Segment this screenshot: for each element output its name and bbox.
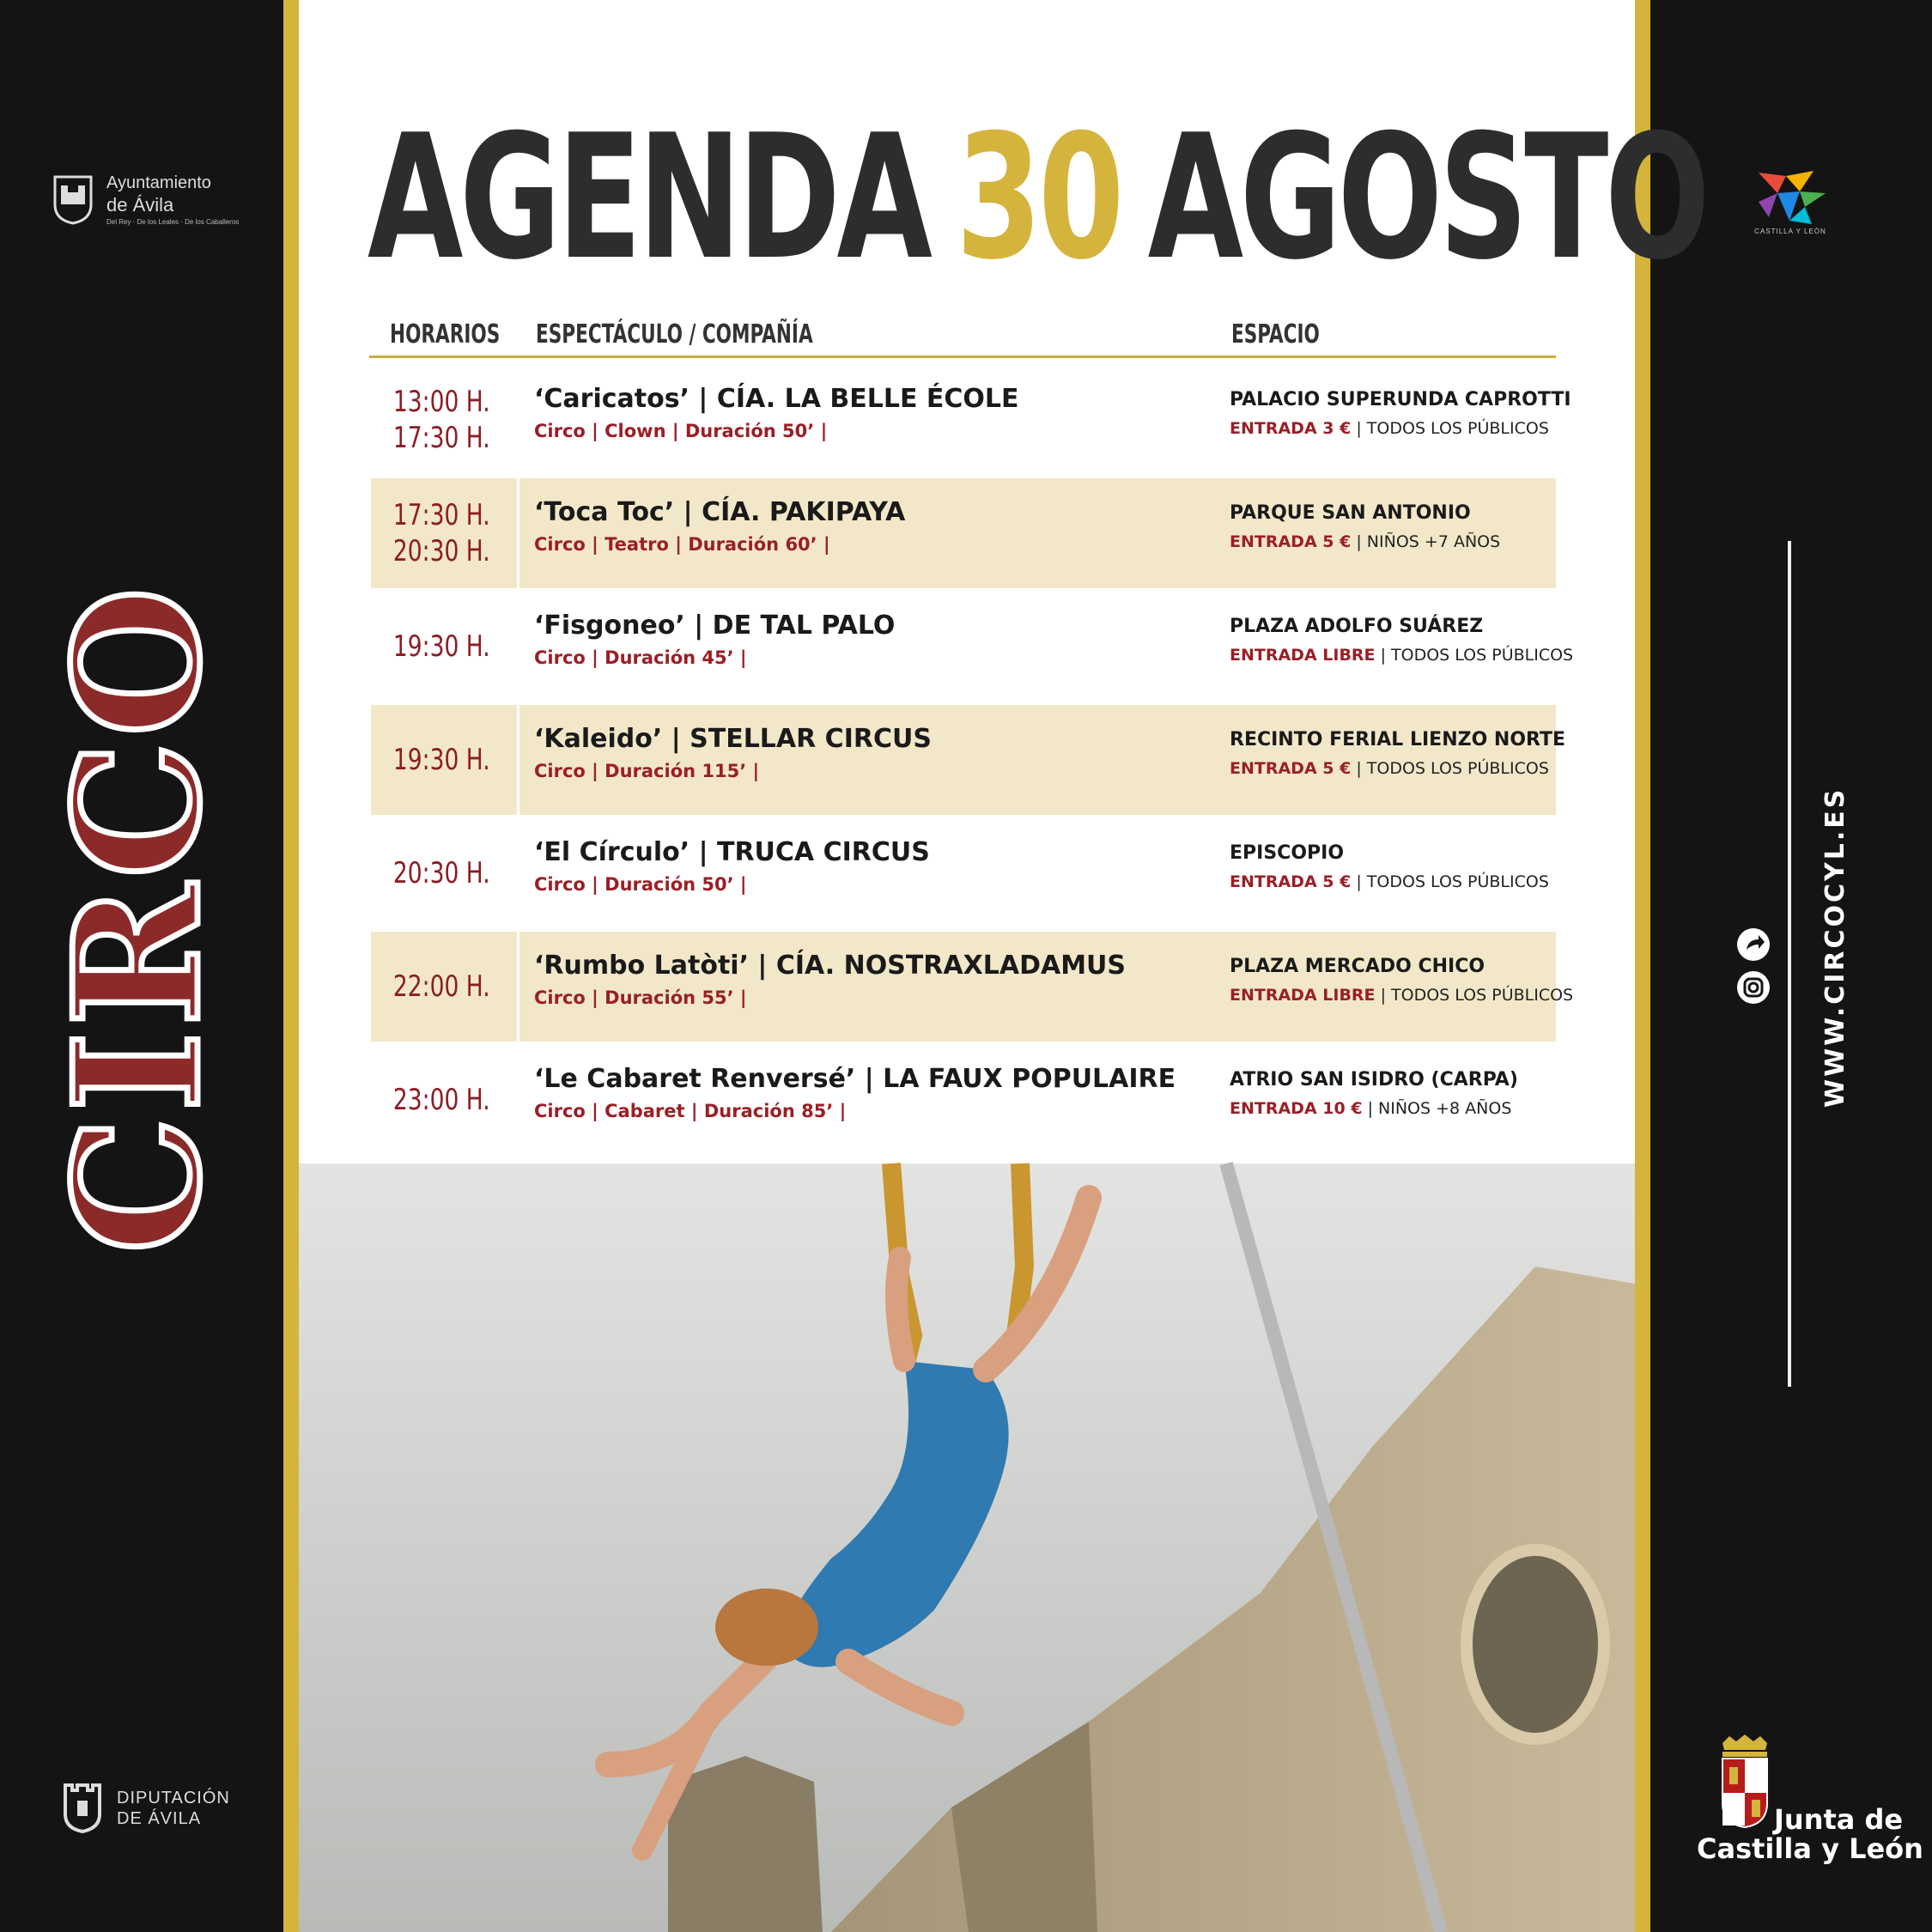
castilla-leon-brand-text: CASTILLA Y LEÓN	[1754, 228, 1826, 235]
time: 19:30 H.	[393, 629, 490, 664]
time: 17:30 H.	[393, 421, 490, 455]
coat-of-arms-icon	[1717, 1735, 1772, 1829]
venue-name: RECINTO FERIAL LIENZO NORTE	[1230, 729, 1566, 750]
show-title: ‘Fisgoneo’ | DE TAL PALO	[534, 611, 896, 641]
venue-name: ATRIO SAN ISIDRO (CARPA)	[1230, 1069, 1518, 1091]
venue-cell	[1230, 1069, 1556, 1118]
title-day: 30	[956, 97, 1121, 298]
junta-castilla-leon-logo	[1692, 1726, 1923, 1889]
column-espacio: ESPACIO	[1231, 319, 1320, 349]
time: 20:30 H.	[393, 856, 490, 890]
diputacion-line2: DE ÁVILA	[117, 1809, 202, 1828]
ticket-price: ENTRADA 5 €	[1230, 759, 1352, 778]
venue-info	[1230, 1099, 1556, 1118]
time: 19:30 H.	[393, 743, 490, 777]
audience: | TODOS LOS PÚBLICOS	[1375, 986, 1574, 1005]
website-link[interactable]: WWW.CIRCOCYL.ES	[1820, 787, 1850, 1108]
table-row	[371, 1045, 1556, 1158]
venue-name: PALACIO SUPERUNDA CAPROTTI	[1230, 389, 1571, 410]
colorful-star-icon	[1752, 167, 1829, 226]
time: 23:00 H.	[393, 1083, 490, 1117]
times-cell	[371, 1045, 513, 1155]
venue-info	[1230, 759, 1556, 778]
audience: | TODOS LOS PÚBLICOS	[1351, 872, 1549, 891]
show-details: Circo | Clown | Duración 50’ |	[534, 421, 828, 441]
times-cell	[371, 932, 513, 1042]
table-row	[371, 932, 1574, 1045]
venue-info	[1230, 872, 1556, 891]
divider-line	[1788, 541, 1791, 1387]
venue-info	[1230, 646, 1574, 665]
show-title: ‘Toca Toc’ | CÍA. PAKIPAYA	[534, 497, 906, 527]
audience: | TODOS LOS PÚBLICOS	[1351, 419, 1549, 438]
circo-festival-logo	[37, 581, 239, 1254]
junta-line1: Junta de	[1774, 1803, 1904, 1836]
times-cell	[371, 705, 513, 815]
show-details: Circo | Duración 50’ |	[534, 874, 747, 895]
ticket-price: ENTRADA 3 €	[1230, 419, 1352, 438]
tower-shield-icon	[60, 1782, 105, 1833]
agenda-panel	[299, 0, 1707, 1163]
times-cell	[371, 365, 513, 475]
title-agenda: AGENDA	[368, 97, 929, 298]
aerial-acrobat-photo	[299, 1163, 1635, 1932]
show-title: ‘Rumbo Latòti’ | CÍA. NOSTRAXLADAMUS	[534, 951, 1127, 981]
show-details: Circo | Duración 115’ |	[534, 761, 760, 781]
venue-cell	[1230, 842, 1556, 891]
venue-name: PARQUE SAN ANTONIO	[1230, 502, 1471, 524]
title-month: AGOSTO	[1147, 97, 1707, 298]
castilla-leon-brand-logo	[1752, 167, 1829, 240]
venue-cell	[1230, 389, 1571, 438]
venue-cell	[1230, 616, 1574, 665]
times-cell	[371, 592, 513, 702]
show-cell	[534, 1064, 1204, 1121]
column-espectaculo: ESPECTÁCULO / COMPAÑÍA	[536, 319, 813, 349]
show-cell	[534, 724, 1204, 781]
table-row	[371, 478, 1556, 592]
venue-cell	[1230, 956, 1574, 1005]
venue-name: EPISCOPIO	[1230, 842, 1345, 864]
show-cell	[534, 951, 1204, 1008]
ayuntamiento-motto: Del Rey · De los Leales · De los Caballeros	[106, 218, 240, 226]
venue-name: PLAZA MERCADO CHICO	[1230, 956, 1485, 977]
show-title: ‘Caricatos’ | CÍA. LA BELLE ÉCOLE	[534, 384, 1019, 414]
audience: | TODOS LOS PÚBLICOS	[1375, 646, 1574, 665]
venue-info	[1230, 419, 1556, 438]
venue-cell	[1230, 729, 1566, 778]
page-title	[368, 97, 1707, 298]
venue-cell	[1230, 502, 1556, 551]
cell-divider	[517, 705, 519, 815]
show-cell	[534, 611, 1204, 668]
venue-info	[1230, 532, 1556, 551]
ayuntamiento-name-line2: de Ávila	[106, 194, 174, 216]
show-cell	[534, 384, 1204, 441]
ticket-price: ENTRADA LIBRE	[1230, 986, 1376, 1005]
table-row	[371, 365, 1571, 478]
show-details: Circo | Duración 55’ |	[534, 987, 747, 1008]
show-title: ‘Le Cabaret Renversé’ | LA FAUX POPULAIRE	[534, 1064, 1176, 1094]
audience: | NIÑOS +7 AÑOS	[1351, 532, 1501, 551]
audience: | TODOS LOS PÚBLICOS	[1351, 759, 1549, 778]
cell-divider	[517, 478, 519, 588]
show-title: ‘El Círculo’ | TRUCA CIRCUS	[534, 837, 930, 867]
ticket-price: ENTRADA 5 €	[1230, 532, 1352, 551]
time: 20:30 H.	[393, 534, 490, 568]
show-details: Circo | Cabaret | Duración 85’ |	[534, 1101, 847, 1121]
ayuntamiento-logo	[52, 172, 258, 232]
cell-divider	[517, 932, 519, 1042]
audience: | NIÑOS +8 AÑOS	[1362, 1099, 1512, 1118]
diputacion-line1: DIPUTACIÓN	[117, 1789, 230, 1807]
show-cell	[534, 497, 1204, 555]
table-row	[371, 818, 1556, 932]
times-cell	[371, 818, 513, 928]
circo-logo-text: CIRCO	[37, 581, 239, 1254]
schedule-table	[371, 365, 1574, 1158]
ayuntamiento-name-line1: Ayuntamiento	[106, 173, 211, 192]
venue-name: PLAZA ADOLFO SUÁREZ	[1230, 616, 1484, 637]
table-row	[371, 592, 1574, 705]
share-arrow-icon[interactable]	[1736, 927, 1771, 962]
show-title: ‘Kaleido’ | STELLAR CIRCUS	[534, 724, 932, 754]
times-cell	[371, 478, 513, 588]
gold-border-left	[283, 0, 299, 1932]
show-details: Circo | Duración 45’ |	[534, 647, 747, 668]
column-horarios: HORARIOS	[390, 319, 501, 349]
diputacion-logo	[60, 1782, 249, 1833]
show-cell	[534, 837, 1204, 895]
venue-info	[1230, 986, 1574, 1005]
ticket-price: ENTRADA LIBRE	[1230, 646, 1376, 665]
castle-shield-icon	[52, 172, 94, 225]
table-row	[371, 705, 1566, 818]
time: 13:00 H.	[393, 385, 490, 419]
ticket-price: ENTRADA 5 €	[1230, 872, 1352, 891]
show-details: Circo | Teatro | Duración 60’ |	[534, 534, 830, 555]
table-header	[369, 311, 1556, 358]
junta-line2: Castilla y León	[1697, 1832, 1923, 1865]
instagram-icon[interactable]	[1736, 970, 1771, 1005]
time: 17:30 H.	[393, 498, 490, 532]
time: 22:00 H.	[393, 969, 490, 1004]
ticket-price: ENTRADA 10 €	[1230, 1099, 1363, 1118]
